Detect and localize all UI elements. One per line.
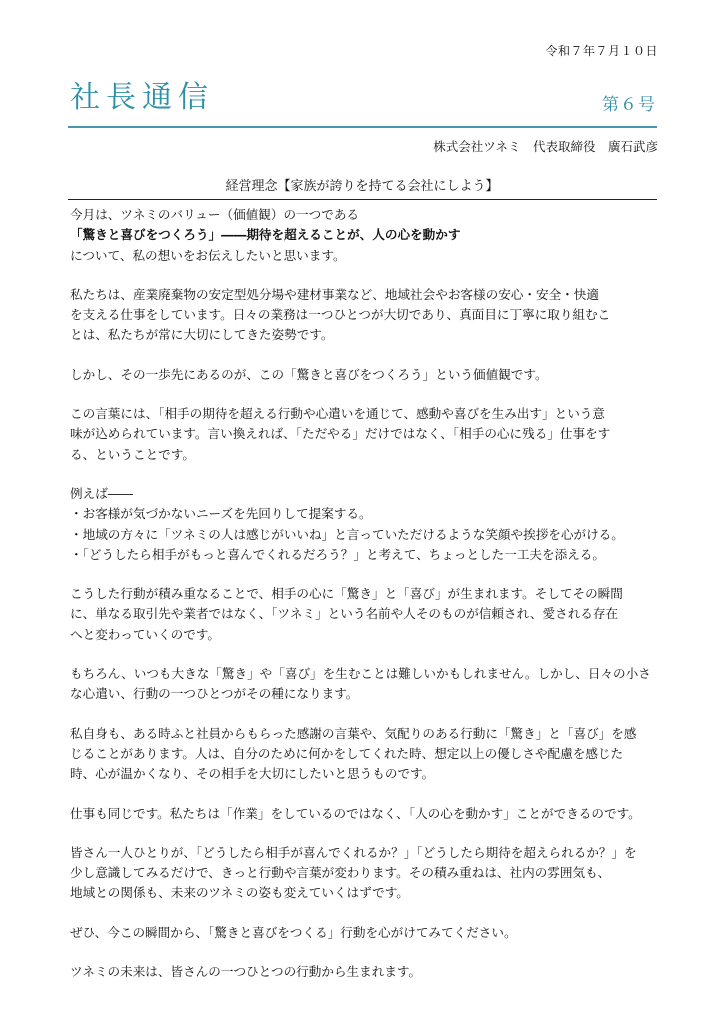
intro-line: 今月は、ツネミのバリュー（価値観）の一つである	[70, 207, 360, 222]
paragraph-line: とは、私たちが常に大切にしてきた姿勢です。	[70, 327, 334, 343]
paragraph-personal	[70, 724, 655, 785]
newsletter-title: 社長通信	[70, 80, 214, 115]
paragraph-everyone	[70, 843, 655, 904]
paragraph-line: 時、心が温かくなり、その相手を大切にしたいと思うものです。	[70, 766, 435, 782]
paragraph-line: へと変わっていくのです。	[70, 626, 220, 642]
issue-date: 令和７年７月１０日	[545, 44, 658, 58]
paragraph-meaning	[70, 404, 655, 465]
title-rule	[68, 126, 657, 128]
paragraph-call-to-action	[70, 923, 655, 943]
paragraph-line: を支える仕事をしています。日々の業務は一つひとつが大切であり、真面目に丁寧に取り組むこ	[70, 307, 611, 323]
management-philosophy: 経営理念【家族が誇りを持てる会社にしよう】	[225, 179, 499, 194]
example-item: ・「どうしたら相手がもっと喜んでくれるだろう？」と考えて、ちょっとした一工夫を添える。	[70, 546, 605, 562]
paragraph-line: しかし、その一歩先にあるのが、この「驚きと喜びをつくろう」という価値観です。	[70, 366, 548, 382]
paragraph-line: 私自身も、ある時ふと社員からもらった感謝の言葉や、気配りのある行動に「驚き」と「喜び」を感	[70, 725, 637, 741]
paragraph-line: こうした行動が積み重なることで、相手の心に「驚き」と「喜び」が生まれます。そしてその瞬間	[70, 586, 623, 602]
paragraph-business	[70, 285, 655, 346]
paragraph-small-acts	[70, 664, 655, 705]
paragraph-line: ツネミの未来は、皆さんの一つひとつの行動から生まれます。	[70, 964, 422, 980]
paragraph-line: じることがあります。人は、自分のために何かをしてくれた時、想定以上の優しさや配慮を感じた	[70, 745, 624, 761]
letter-body	[70, 205, 655, 1001]
paragraph-line: 味が込められています。言い換えれば、「ただやる」だけではなく、「相手の心に残る」仕事をす	[70, 426, 611, 442]
paragraph-value	[70, 365, 655, 385]
paragraph-line: この言葉には、「相手の期待を超える行動や心遣いを通じて、感動や喜びを生み出す」という意	[70, 406, 605, 422]
paragraph-line: 少し意識してみるだけで、きっと行動や言葉が変わります。その積み重ねは、社内の雰囲気も、	[70, 865, 611, 881]
paragraph-line: に、単なる取引先や業者ではなく、「ツネミ」という名前や人そのものが信頼され、愛される存在	[70, 606, 619, 622]
paragraph-line: 地域との関係も、未来のツネミの姿も変えていくはずです。	[70, 885, 409, 901]
paragraph-work	[70, 804, 655, 824]
intro-paragraph	[70, 205, 655, 266]
header-divider	[68, 199, 657, 200]
paragraph-trust	[70, 584, 655, 645]
paragraph-line: る、ということです。	[70, 446, 195, 462]
example-item: ・お客様が気づかないニーズを先回りして提案する。	[70, 506, 372, 522]
paragraph-closing	[70, 962, 655, 982]
intro-value-headline: 「驚きと喜びをつくろう」――期待を超えることが、人の心を動かす	[70, 227, 461, 243]
paragraph-line: な心遣い、行動の一つひとつがその種になります。	[70, 686, 359, 702]
paragraph-line: 皆さん一人ひとりが、「どうしたら相手が喜んでくれるか？」「どうしたら期待を超えられるか？」を	[70, 844, 637, 860]
author-line: 株式会社ツネミ 代表取締役 廣石武彦	[433, 139, 658, 154]
paragraph-line: ぜひ、今この瞬間から、「驚きと喜びをつくる」行動を心がけてみてください。	[70, 924, 517, 940]
paragraph-line: もちろん、いつも大きな「驚き」や「喜び」を生むことは難しいかもしれません。しかし、日々の小さ	[70, 666, 651, 682]
intro-line: について、私の想いをお伝えしたいと思います。	[70, 247, 346, 263]
example-item: ・地域の方々に「ツネミの人は感じがいいね」と言っていただけるような笑顔や挨拶を心がける。	[70, 526, 624, 542]
examples-heading: 例えば――	[70, 485, 133, 501]
examples-list	[70, 484, 655, 565]
paragraph-line: 私たちは、産業廃棄物の安定型処分場や建材事業など、地域社会やお客様の安心・安全・快適	[70, 286, 599, 302]
issue-number: 第６号	[602, 95, 656, 115]
paragraph-line: 仕事も同じです。私たちは「作業」をしているのではなく、「人の心を動かす」ことができるのです。	[70, 805, 641, 821]
